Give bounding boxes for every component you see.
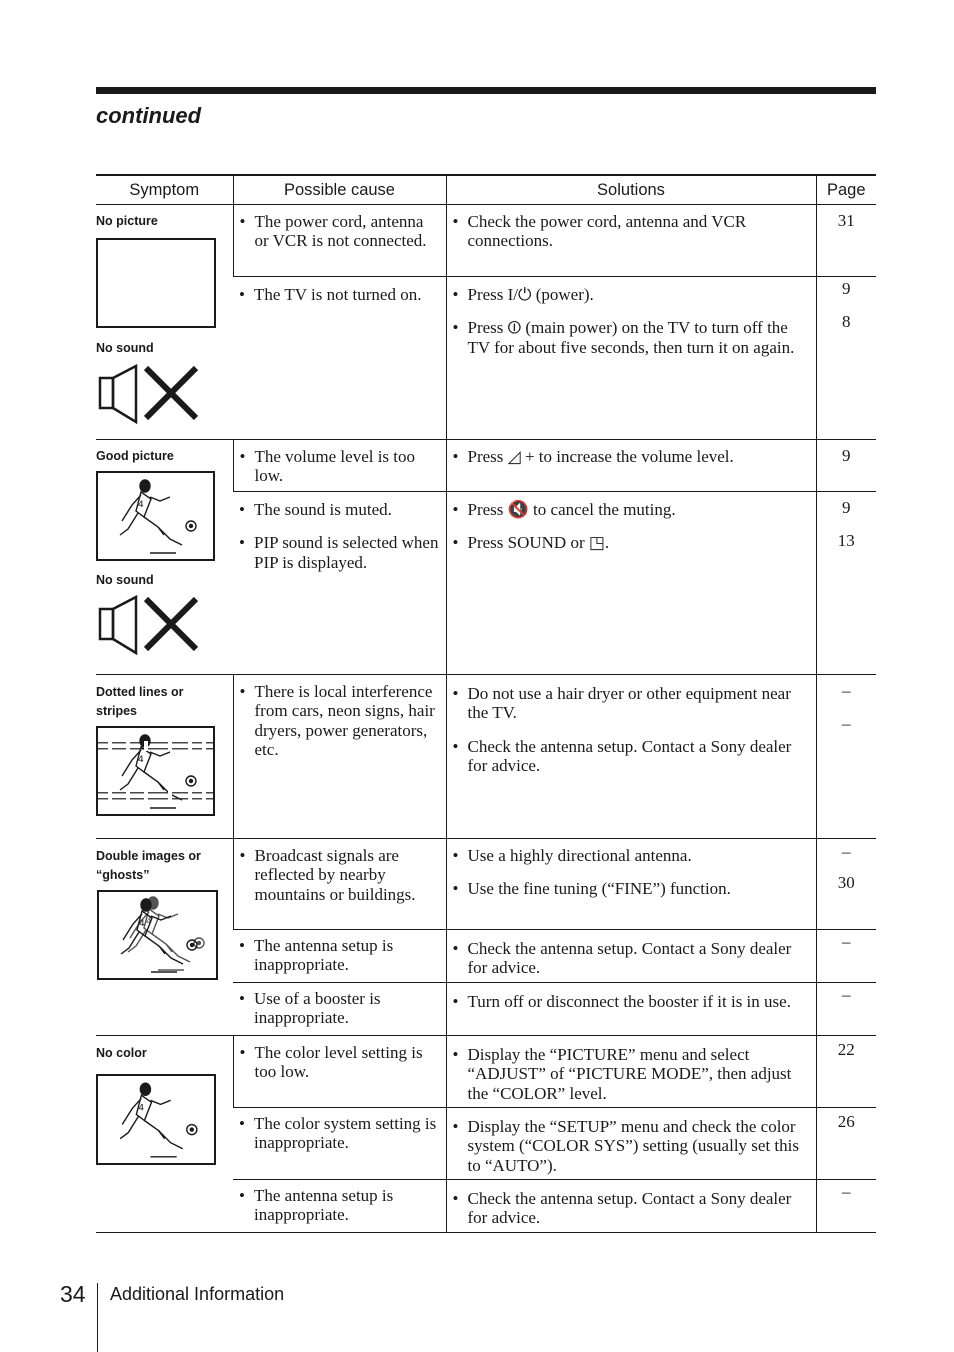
solution-cell <box>446 205 816 277</box>
page-cell <box>816 492 876 675</box>
page-ref: – <box>842 985 851 1004</box>
troubleshooting-table <box>96 174 876 1233</box>
page-ref: 8 <box>842 312 851 332</box>
page-cell <box>816 440 876 492</box>
page-ref: 26 <box>837 1112 855 1131</box>
symptom-cell <box>96 440 233 675</box>
solution-cell <box>446 1180 816 1233</box>
solution-item: • Press SOUND or ◳. <box>447 533 816 552</box>
page-ref: 30 <box>837 873 855 893</box>
header-cause: Possible cause <box>233 175 446 205</box>
symptom-cell <box>96 839 233 1036</box>
page-cell <box>816 839 876 930</box>
cause-item: • There is local interference from cars, neon signs, hair dryers, power generators, etc. <box>234 682 446 760</box>
cause-cell <box>233 930 446 983</box>
table-row <box>96 440 876 492</box>
symptom-cell <box>96 675 233 839</box>
table-row <box>96 205 876 277</box>
solution-item: • Press ◿ + to increase the volume level. <box>447 447 816 466</box>
page-ref: 9 <box>842 446 851 465</box>
ghost-image-tv-icon <box>97 890 218 980</box>
top-rule <box>96 87 876 94</box>
page-ref: 22 <box>837 1040 855 1059</box>
solution-item: • Display the “SETUP” menu and check the color system (“COLOR SYS”) setting (usually set this to “AUTO”). <box>447 1117 816 1175</box>
cause-cell <box>233 440 446 492</box>
page-cell <box>816 930 876 983</box>
solution-item: • Use a highly directional antenna. <box>447 846 816 865</box>
solution-item: • Display the “PICTURE” menu and select “ADJUST” of “PICTURE MODE”, then adjust the “COLOR” level. <box>447 1045 816 1103</box>
solution-cell <box>446 1036 816 1108</box>
page-ref: – <box>842 681 851 700</box>
cause-item: • The sound is muted. <box>233 500 446 519</box>
cause-cell <box>233 983 446 1036</box>
solution-item: • Use the fine tuning (“FINE”) function. <box>447 879 816 898</box>
cause-item: • PIP sound is selected when PIP is displayed. <box>233 533 446 572</box>
cause-cell <box>233 1036 446 1108</box>
cause-item: • The color system setting is inappropriate. <box>233 1114 446 1153</box>
cause-item: • The antenna setup is inappropriate. <box>233 936 446 975</box>
solution-item: • Press 🔇 to cancel the muting. <box>447 500 816 519</box>
header-page: Page <box>816 175 876 205</box>
solution-cell <box>446 983 816 1036</box>
cause-cell <box>233 1180 446 1233</box>
page-ref: 9 <box>842 279 851 298</box>
table-row <box>96 839 876 930</box>
footer-divider <box>97 1283 98 1352</box>
solution-item: • Check the antenna setup. Contact a Sony dealer for advice. <box>447 939 816 978</box>
page-cell <box>816 1108 876 1180</box>
symptom-label: No color <box>96 1046 147 1060</box>
symptom-label: No sound <box>96 341 154 355</box>
cause-item: • Use of a booster is inappropriate. <box>233 989 446 1028</box>
solution-cell <box>446 675 816 839</box>
page-ref: – <box>842 714 851 734</box>
cause-item: • The color level setting is too low. <box>234 1043 446 1082</box>
cause-cell <box>233 205 446 277</box>
solution-item: • Do not use a hair dryer or other equipment near the TV. <box>447 684 816 723</box>
solution-item: • Check the antenna setup. Contact a Sony dealer for advice. <box>447 737 816 776</box>
symptom-label: No sound <box>96 573 154 587</box>
page-cell <box>816 983 876 1036</box>
symptom-label: No picture <box>96 214 158 228</box>
solution-cell <box>446 440 816 492</box>
solution-item: • Check the antenna setup. Contact a Sony dealer for advice. <box>447 1189 816 1228</box>
cause-item: • The volume level is too low. <box>234 447 446 486</box>
symptom-label: Double images or “ghosts” <box>96 849 201 882</box>
cause-cell <box>233 839 446 930</box>
symptom-label: Dotted lines or stripes <box>96 685 184 718</box>
solution-item: • Press I/⏻ (power). <box>447 285 816 304</box>
cause-cell <box>233 1108 446 1180</box>
solution-item: • Press ⏼ (main power) on the TV to turn off the TV for about five seconds, then turn it on again. <box>447 318 816 357</box>
cause-cell <box>233 277 446 440</box>
cause-item: • The power cord, antenna or VCR is not connected. <box>234 212 446 251</box>
page-ref: – <box>842 932 851 951</box>
page-cell <box>816 277 876 440</box>
page-cell <box>816 1036 876 1108</box>
solution-cell <box>446 277 816 440</box>
page-cell <box>816 1180 876 1233</box>
symptom-cell <box>96 205 233 440</box>
speaker-muted-icon <box>98 364 233 424</box>
table-row <box>96 675 876 839</box>
table-row <box>96 1036 876 1108</box>
solution-cell <box>446 839 816 930</box>
solution-cell <box>446 492 816 675</box>
cause-cell <box>233 675 446 839</box>
speaker-muted-icon <box>98 595 233 655</box>
header-symptom: Symptom <box>96 175 233 205</box>
continued-heading: continued <box>96 103 202 128</box>
page-ref: – <box>842 1182 851 1201</box>
header-solutions: Solutions <box>446 175 816 205</box>
symptom-label: Good picture <box>96 449 174 463</box>
cause-item: • The TV is not turned on. <box>233 285 446 304</box>
solution-cell <box>446 930 816 983</box>
solution-item: • Turn off or disconnect the booster if it is in use. <box>447 992 816 1011</box>
page-ref: 13 <box>837 531 855 551</box>
soccer-player-tv-icon <box>96 471 215 561</box>
page-ref: 9 <box>842 498 851 517</box>
table-header-row <box>96 175 876 205</box>
solution-cell <box>446 1108 816 1180</box>
page-ref: 31 <box>837 211 855 230</box>
solution-item: • Check the power cord, antenna and VCR connections. <box>447 212 816 251</box>
blank-tv-icon <box>96 238 216 328</box>
striped-tv-icon <box>96 726 215 816</box>
cause-cell <box>233 492 446 675</box>
footer-section: Additional Information <box>110 1284 285 1304</box>
cause-item: • The antenna setup is inappropriate. <box>233 1186 446 1225</box>
soccer-player-tv-icon <box>96 1074 216 1165</box>
cause-item: • Broadcast signals are reflected by nearby mountains or buildings. <box>234 846 446 904</box>
page-number: 34 <box>60 1281 86 1307</box>
symptom-cell <box>96 1036 233 1233</box>
page-cell <box>816 205 876 277</box>
page-cell <box>816 675 876 839</box>
page-ref: – <box>842 842 851 861</box>
